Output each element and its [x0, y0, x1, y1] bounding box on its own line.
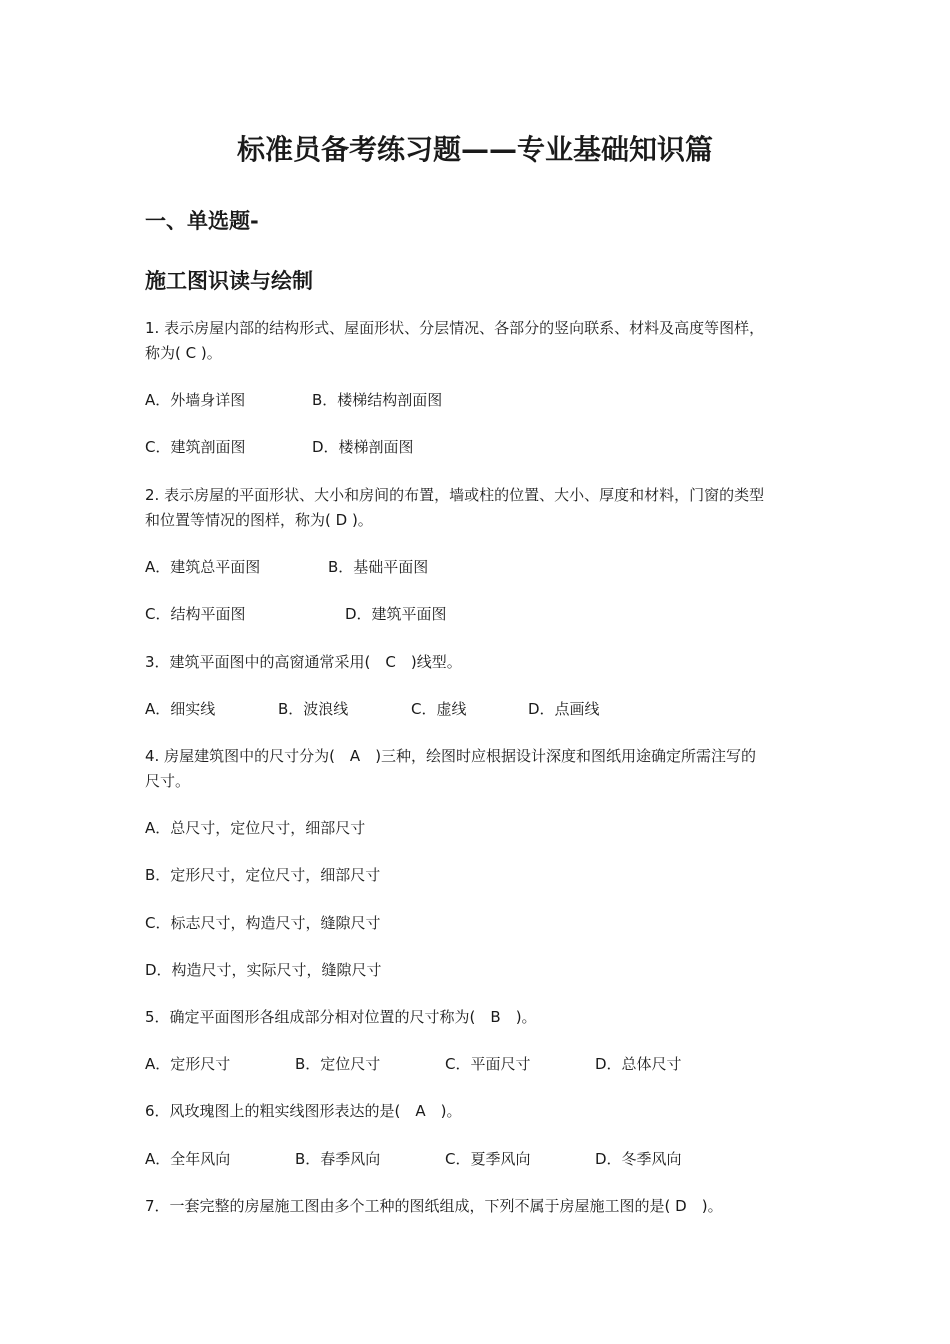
question-3-options — [145, 697, 815, 722]
question-4-line-2: 尺寸。 — [145, 772, 191, 790]
question-4-option-b: B．定形尺寸，定位尺寸，细部尺寸 — [145, 866, 381, 884]
subsection-heading: 施工图识读与绘制 — [145, 269, 313, 293]
option-d: D．建筑平面图 — [345, 605, 447, 623]
option-b: B．波浪线 — [278, 700, 349, 718]
option-d: D．楼梯剖面图 — [312, 438, 414, 456]
option-a: A．全年风向 — [145, 1150, 231, 1168]
question-4-option-d: D．构造尺寸，实际尺寸，缝隙尺寸 — [145, 961, 382, 979]
question-2-line-2: 和位置等情况的图样，称为( D )。 — [145, 511, 373, 529]
option-a: A．定形尺寸 — [145, 1055, 231, 1073]
question-7-line-1: 7．一套完整的房屋施工图由多个工种的图纸组成，下列不属于房屋施工图的是( D )。 — [145, 1197, 723, 1215]
question-1-options-row-2 — [145, 435, 815, 460]
option-c: C．虚线 — [411, 700, 467, 718]
question-4-line-1: 4. 房屋建筑图中的尺寸分为( A )三种，绘图时应根据设计深度和图纸用途确定所需注写的 — [145, 747, 757, 765]
question-2-options-row-2 — [145, 602, 815, 627]
option-c: C．夏季风向 — [445, 1150, 531, 1168]
question-5-line-1: 5．确定平面图形各组成部分相对位置的尺寸称为( B )。 — [145, 1008, 537, 1026]
option-c: C．结构平面图 — [145, 605, 246, 623]
option-c: C．建筑剖面图 — [145, 438, 246, 456]
question-6-line-1: 6．风玫瑰图上的粗实线图形表达的是( A )。 — [145, 1102, 462, 1120]
question-2-line-1: 2. 表示房屋的平面形状、大小和房间的布置，墙或柱的位置、大小、厚度和材料，门窗的类型 — [145, 486, 765, 504]
option-d: D．总体尺寸 — [595, 1055, 682, 1073]
document-title: 标准员备考练习题——专业基础知识篇 — [236, 133, 713, 166]
question-4-option-a: A．总尺寸，定位尺寸，细部尺寸 — [145, 819, 366, 837]
option-b: B．基础平面图 — [328, 558, 429, 576]
option-a: A．建筑总平面图 — [145, 558, 261, 576]
option-d: D．点画线 — [528, 700, 600, 718]
question-1-line-1: 1. 表示房屋内部的结构形式、屋面形状、分层情况、各部分的竖向联系、材料及高度等图样， — [145, 319, 765, 337]
question-6-options — [145, 1147, 815, 1172]
option-c: C．平面尺寸 — [445, 1055, 531, 1073]
question-4-option-c: C．标志尺寸，构造尺寸，缝隙尺寸 — [145, 914, 381, 932]
section-heading: 一、单选题- — [145, 209, 259, 233]
question-5-options — [145, 1052, 815, 1077]
question-3-line-1: 3．建筑平面图中的高窗通常采用( C )线型。 — [145, 653, 462, 671]
question-2-options-row-1 — [145, 555, 815, 580]
option-b: B．春季风向 — [295, 1150, 381, 1168]
option-b: B．定位尺寸 — [295, 1055, 381, 1073]
option-b: B．楼梯结构剖面图 — [312, 391, 443, 409]
question-1-options-row-1 — [145, 388, 815, 413]
option-a: A．外墙身详图 — [145, 391, 246, 409]
option-d: D．冬季风向 — [595, 1150, 682, 1168]
option-a: A．细实线 — [145, 700, 216, 718]
question-1-line-2: 称为( C )。 — [145, 344, 222, 362]
